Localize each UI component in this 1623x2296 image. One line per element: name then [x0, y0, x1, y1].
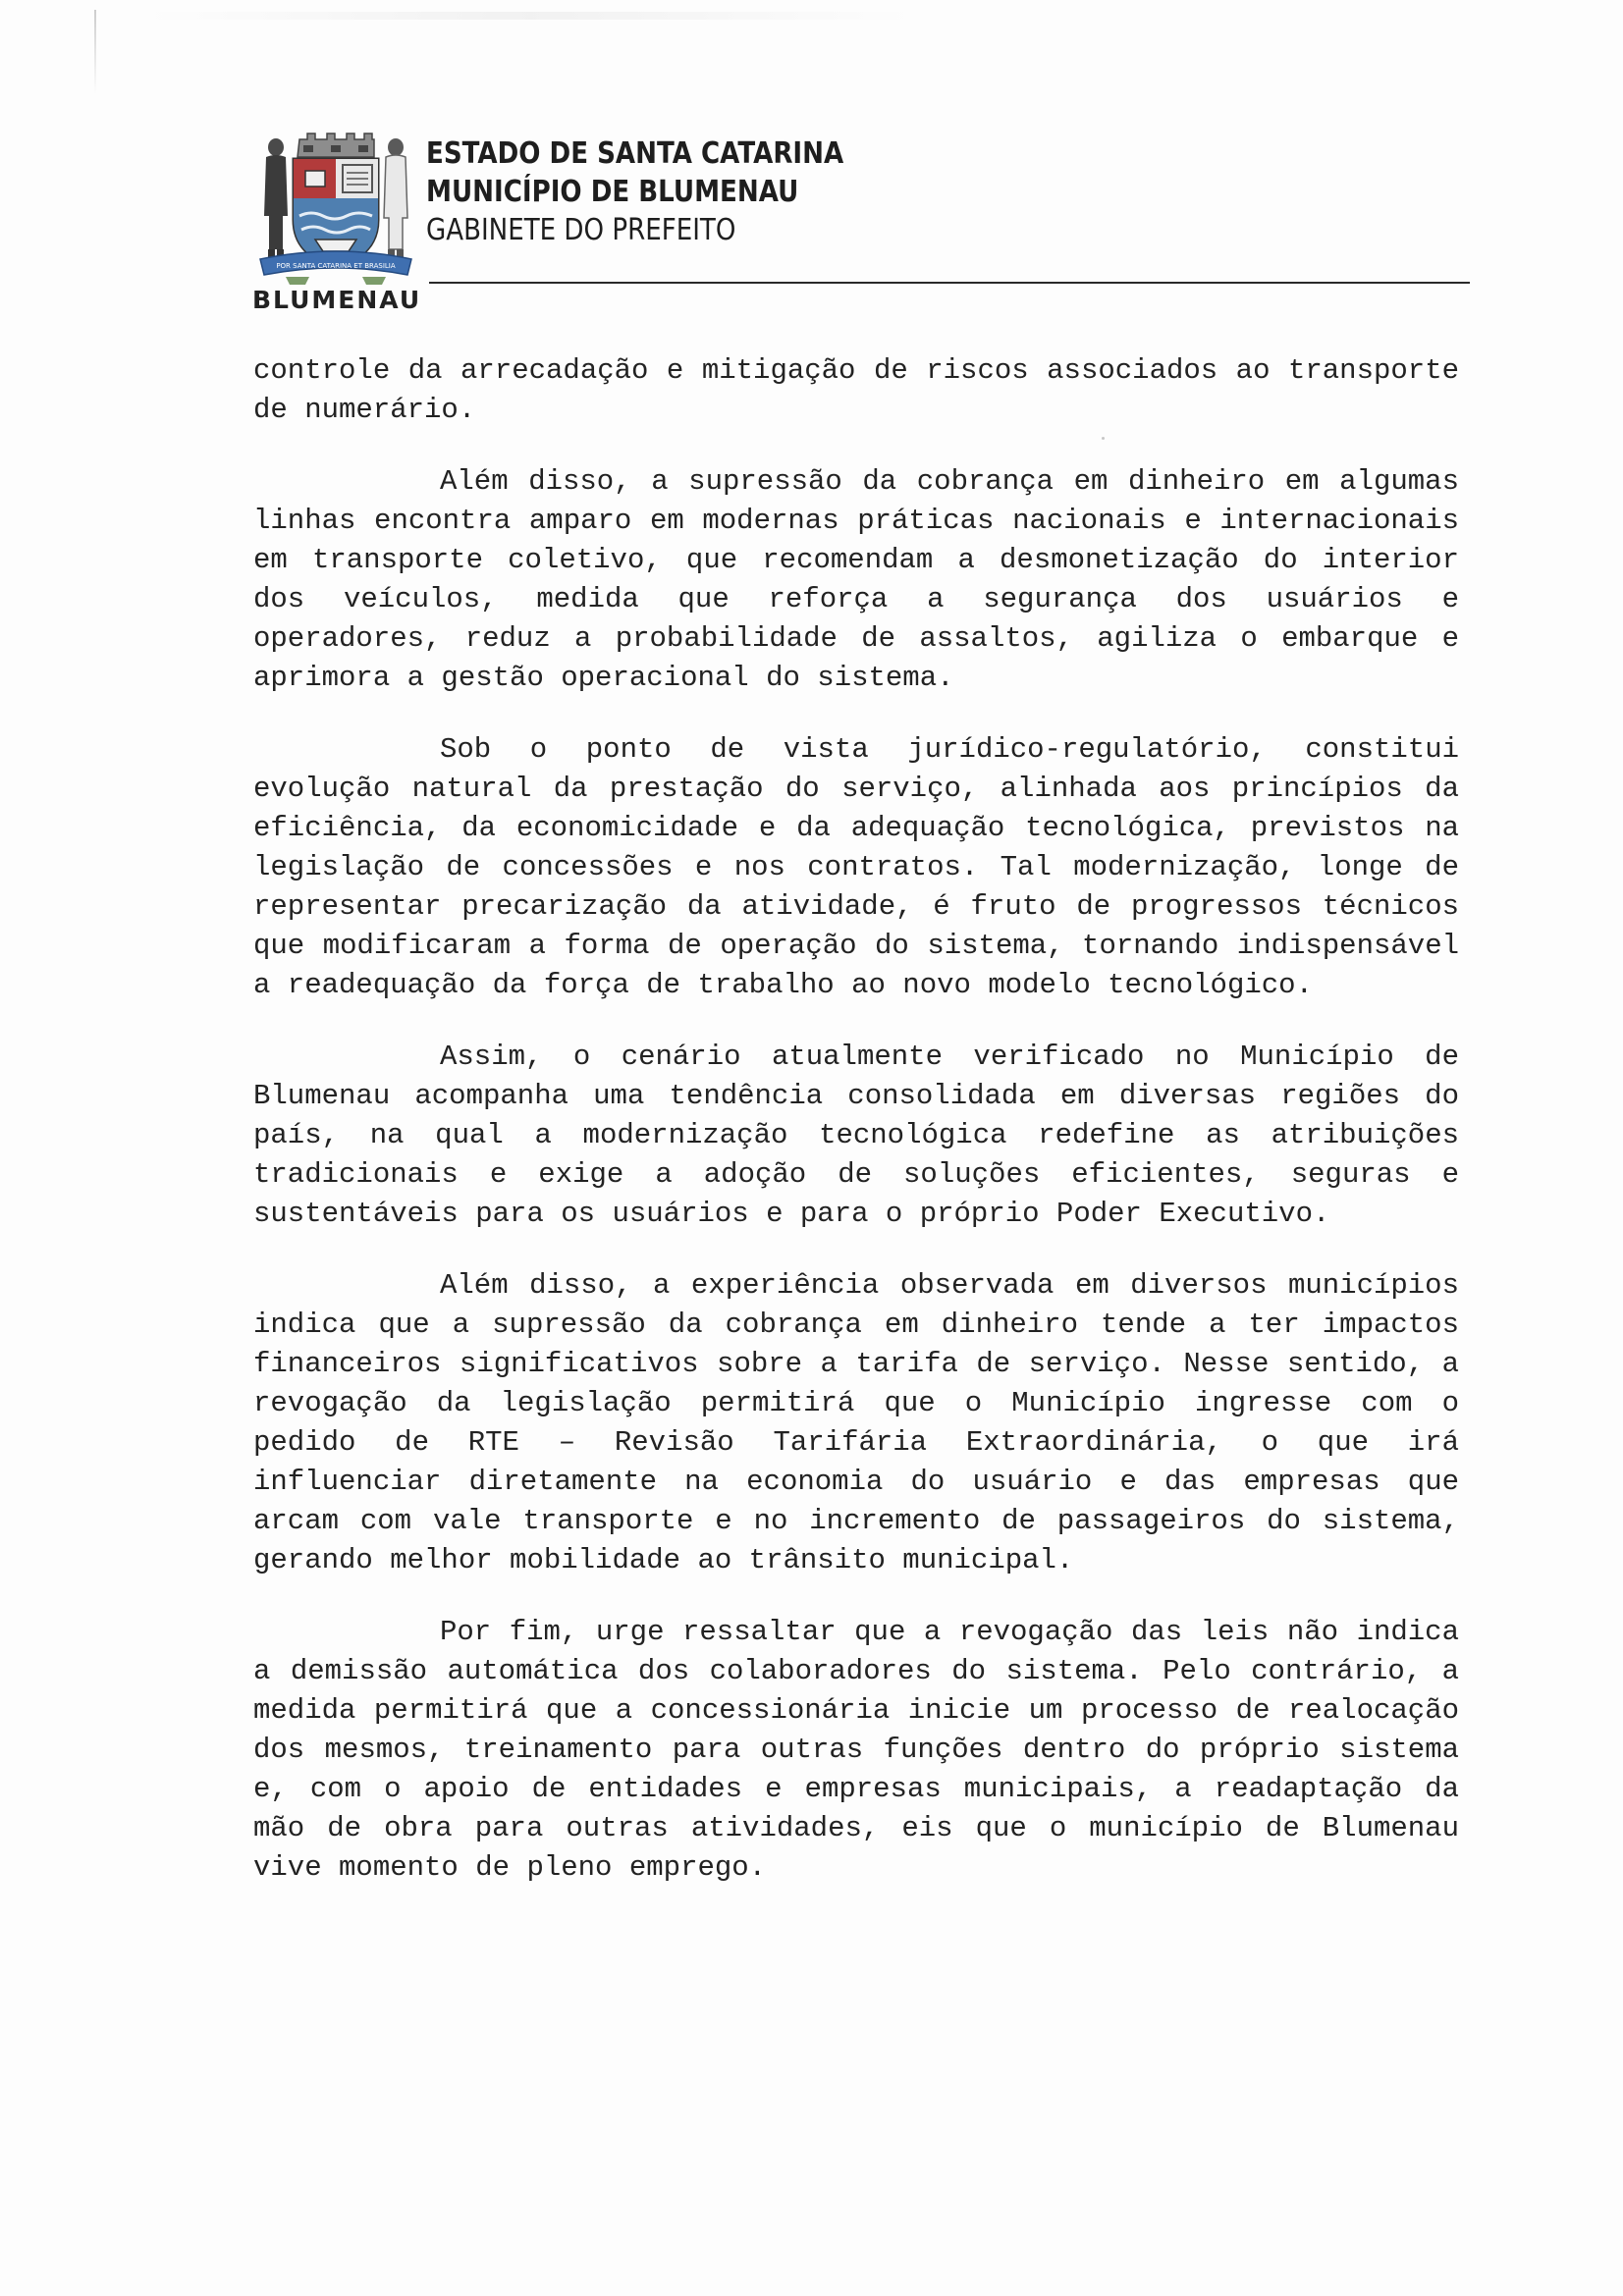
paragraph-employment: Por fim, urge ressaltar que a revogação das leis não indica a demissão automática dos colaboradores do sistema. Pelo contrário, a medida permitirá que a concessionária inicie um processo de realocação dos mesmos, treinamento para outras funções dentro do próprio sistema e, com o apoio de entidades e empresas municipais, a readaptação da mão de obra para outras atividades, eis que o município de Blumenau vive momento de pleno emprego.	[253, 1616, 1459, 1884]
paragraph-cash-suppression: Além disso, a supressão da cobrança em dinheiro em algumas linhas encontra amparo em modernas práticas nacionais e internacionais em transporte coletivo, que recomendam a desmonetização do interior dos veículos, medida que reforça a segurança dos usuários e operadores, reduz a probabilidade de assaltos, agiliza o embarque e aprimora a gestão operacional do sistema.	[253, 465, 1459, 694]
paragraph-continuation: controle da arrecadação e mitigação de riscos associados ao transporte de numerário.	[253, 354, 1459, 426]
crest-ribbon-text: POR SANTA CATARINA ET BRASILIA	[276, 262, 396, 270]
heading-state: ESTADO DE SANTA CATARINA	[426, 136, 844, 171]
letterhead	[252, 130, 1470, 316]
document-body	[253, 351, 1459, 1920]
crest-caption: BLUMENAU	[252, 286, 422, 314]
paragraph-tariff-impact: Além disso, a experiência observada em diversos municípios indica que a supressão da cobrança em dinheiro tende a ter impactos financeiros significativos sobre a tarifa de serviço. Nesse sentido, a revogação da legislação permitirá que o Município ingresse com o pedido de RTE – Revisão Tarifária Extraordinária, o que irá influenciar diretamente na economia do usuário e das empresas que arcam com vale transporte e no incremento de passageiros do sistema, gerando melhor mobilidade ao trânsito municipal.	[253, 1269, 1459, 1576]
letterhead-divider	[429, 282, 1470, 284]
letterhead-heading	[426, 134, 1015, 249]
paragraph-legal-regulatory: Sob o ponto de vista jurídico-regulatório, constitui evolução natural da prestação do serviço, alinhada aos princípios da eficiência, da economicidade e da adequação tecnológica, previstos na legislação de concessões e nos contratos. Tal modernização, longe de representar precarização da atividade, é fruto de progressos técnicos que modificaram a forma de operação do sistema, tornando indispensável a readequação da força de trabalho ao novo modelo tecnológico.	[253, 733, 1459, 1001]
scan-smudge	[147, 12, 913, 20]
paragraph-national-trend: Assim, o cenário atualmente verificado no Município de Blumenau acompanha uma tendência consolidada em diversas regiões do país, na qual a modernização tecnológica redefine as atribuições tradicionais e exige a adoção de soluções eficientes, seguras e sustentáveis para os usuários e para o próprio Poder Executivo.	[253, 1041, 1459, 1230]
heading-office: GABINETE DO PREFEITO	[426, 213, 736, 247]
heading-municipality: MUNICÍPIO DE BLUMENAU	[426, 175, 799, 209]
scan-artifact	[94, 10, 96, 94]
blumenau-coat-of-arms-icon	[252, 130, 419, 292]
